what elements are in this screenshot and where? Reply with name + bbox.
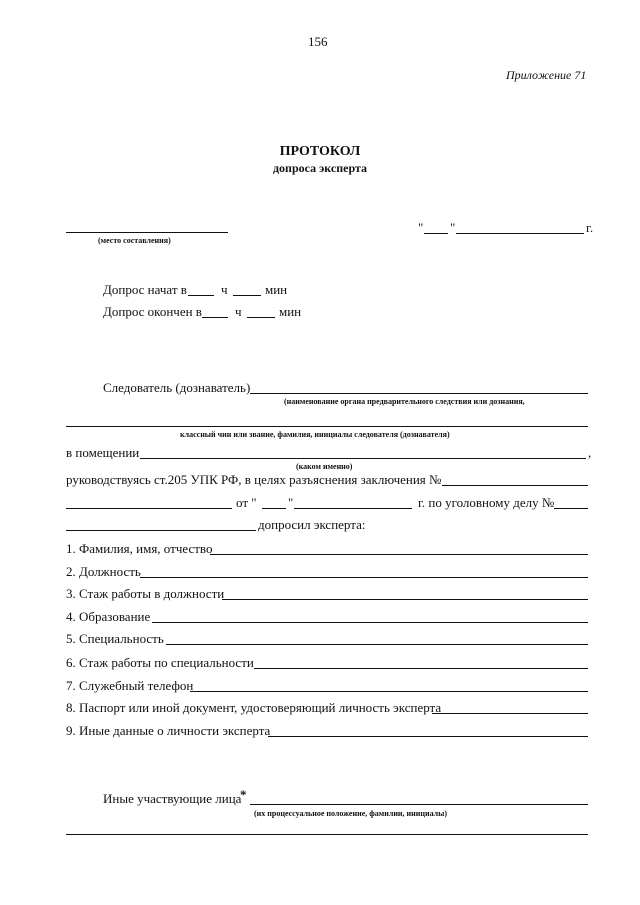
participants-label: Иные участвующие лица — [103, 791, 242, 806]
room-caption: (каком именно) — [296, 462, 353, 471]
participants-line[interactable] — [250, 804, 588, 805]
field-line-position[interactable] — [140, 577, 588, 578]
basis-text: руководствуясь ст.205 УПК РФ, в целях разъяснения заключения № — [66, 472, 442, 487]
field-line-phone[interactable] — [190, 691, 588, 692]
field-label-specialty-tenure: 6. Стаж работы по специальности — [66, 655, 254, 670]
conclusion-extra-line[interactable] — [66, 508, 232, 509]
participants-asterisk: * — [240, 787, 247, 802]
document-subtitle: допроса эксперта — [272, 161, 368, 175]
date-month-line[interactable] — [456, 233, 584, 234]
participants-extra-line[interactable] — [66, 834, 588, 835]
field-label-education: 4. Образование — [66, 609, 151, 624]
end-minutes-line[interactable] — [247, 317, 275, 318]
field-label-full-name: 1. Фамилия, имя, отчество — [66, 541, 213, 556]
basis-quote-close: " — [288, 495, 294, 510]
field-line-specialty-tenure[interactable] — [254, 668, 588, 669]
room-comma: , — [588, 445, 592, 460]
field-line-id-document[interactable] — [432, 713, 588, 714]
case-number-line[interactable] — [554, 508, 588, 509]
date-quote-open: " — [418, 220, 424, 235]
year-suffix: г. — [586, 220, 594, 235]
end-label: Допрос окончен в — [103, 304, 202, 319]
end-minutes-label: мин — [279, 304, 302, 319]
questioned-label: допросил эксперта: — [258, 517, 366, 532]
basis-case: г. по уголовному делу № — [418, 495, 555, 510]
end-hours-label: ч — [235, 304, 242, 319]
basis-from: от " — [236, 495, 257, 510]
place-line[interactable] — [66, 232, 228, 233]
field-label-id-document: 8. Паспорт или иной документ, удостоверяющий личность эксперта — [66, 700, 442, 715]
document-title: ПРОТОКОЛ — [279, 144, 361, 159]
room-line[interactable] — [140, 458, 586, 459]
field-line-education[interactable] — [152, 622, 588, 623]
field-line-full-name[interactable] — [210, 554, 588, 555]
field-label-position-tenure: 3. Стаж работы в должности — [66, 586, 225, 601]
start-minutes-label: мин — [265, 282, 288, 297]
field-label-specialty: 5. Специальность — [66, 631, 164, 646]
field-line-position-tenure[interactable] — [222, 599, 588, 600]
room-label: в помещении — [66, 445, 140, 460]
appendix-label: Приложение 71 — [506, 68, 587, 82]
questioned-line[interactable] — [66, 530, 256, 531]
conclusion-number-line[interactable] — [442, 485, 588, 486]
place-caption: (место составления) — [98, 236, 171, 245]
field-label-phone: 7. Служебный телефон — [66, 678, 194, 693]
field-line-specialty[interactable] — [166, 644, 588, 645]
end-hours-line[interactable] — [202, 317, 228, 318]
basis-day-line[interactable] — [262, 508, 286, 509]
field-label-other-data: 9. Иные данные о личности эксперта — [66, 723, 271, 738]
participants-caption: (их процессуальное положение, фамилии, инициалы) — [254, 809, 448, 818]
date-quote-close: " — [450, 220, 456, 235]
investigator-rank-caption: классный чин или звание, фамилия, инициалы следователя (дознавателя) — [180, 430, 450, 439]
start-hours-label: ч — [221, 282, 228, 297]
start-label: Допрос начат в — [103, 282, 187, 297]
basis-month-line[interactable] — [294, 508, 412, 509]
start-hours-line[interactable] — [188, 295, 214, 296]
investigator-org-line[interactable] — [250, 393, 588, 394]
field-label-position: 2. Должность — [66, 564, 141, 579]
investigator-org-caption: (наименование органа предварительного следствия или дознания, — [284, 397, 525, 406]
field-line-other-data[interactable] — [268, 736, 588, 737]
start-minutes-line[interactable] — [233, 295, 261, 296]
date-day-line[interactable] — [424, 233, 448, 234]
investigator-label: Следователь (дознаватель) — [103, 380, 251, 395]
page-number: 156 — [308, 34, 328, 49]
investigator-rank-line[interactable] — [66, 426, 588, 427]
